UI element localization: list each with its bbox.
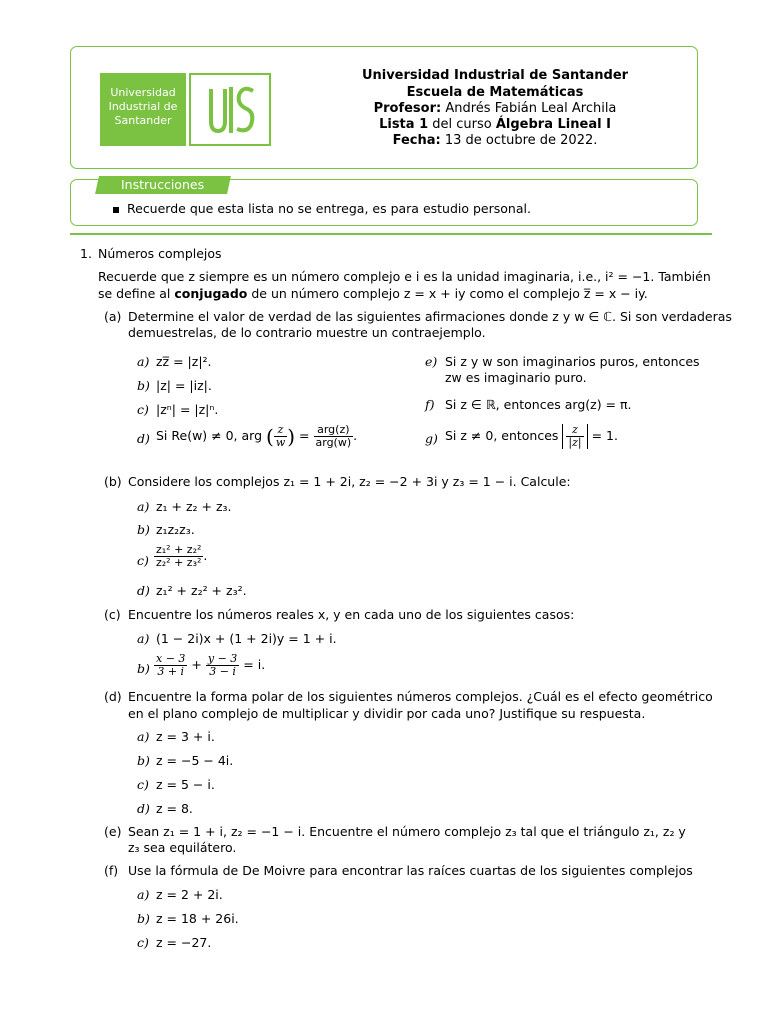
denominator: 3 + i <box>157 665 185 678</box>
course-name: Álgebra Lineal I <box>495 117 611 132</box>
fraction <box>314 424 354 449</box>
intro-text: se define al <box>98 286 171 301</box>
equals: = <box>299 428 310 443</box>
date-line <box>330 132 660 149</box>
item-text: z = 18 + 26i. <box>156 911 239 926</box>
formula-text: = 1. <box>591 428 618 443</box>
part-label: (f) <box>104 863 119 878</box>
item-label: a) <box>137 729 150 744</box>
instruction-text: Recuerde que esta lista no se entrega, es para estudio personal. <box>127 201 531 216</box>
item-formula <box>445 424 618 449</box>
school-name: Escuela de Matemáticas <box>406 85 584 100</box>
denominator: arg(w) <box>315 436 352 449</box>
part-label: (e) <box>104 824 122 839</box>
list-label: Lista 1 <box>379 117 429 132</box>
professor-line <box>330 100 660 117</box>
period: . <box>203 548 208 563</box>
formula-text: = i. <box>243 657 266 672</box>
item-label: b) <box>137 522 150 537</box>
period: . <box>353 428 358 443</box>
formula-text: Si z ≠ 0, entonces <box>445 428 559 443</box>
logo-line: Universidad <box>110 86 176 99</box>
formula-text: Si Re(w) ≠ 0, arg <box>156 428 263 443</box>
uis-logo-mark <box>189 73 271 146</box>
item-label: a) <box>137 887 150 902</box>
date-value: 13 de octubre de 2022. <box>444 133 598 148</box>
part-text: demuestrelas, de lo contrario muestre un contraejemplo. <box>128 325 486 340</box>
item-text: |z| = |iz|. <box>156 378 212 393</box>
part-text: Determine el valor de verdad de las siguientes afirmaciones donde z y w ∈ ℂ. Si son verdaderas <box>128 309 732 324</box>
fraction <box>566 424 583 449</box>
item-label: d) <box>137 801 150 816</box>
item-label: a) <box>137 631 150 646</box>
item-text: z = −27. <box>156 935 212 950</box>
item-text: z₁² + z₂² + z₃². <box>156 583 247 598</box>
item-label: c) <box>137 777 149 792</box>
item-label: g) <box>425 431 438 446</box>
denominator: z₂² + z₃² <box>156 556 202 569</box>
divider <box>70 233 712 235</box>
item-text: z = 3 + i. <box>156 729 215 744</box>
item-label: b) <box>137 753 150 768</box>
part-text: z₃ sea equilátero. <box>128 840 237 855</box>
denominator: w <box>275 436 286 449</box>
paren-right: ) <box>287 424 296 449</box>
part-text: Considere los complejos z₁ = 1 + 2i, z₂ = −2 + 3i y z₃ = 1 − i. Calcule: <box>128 474 571 489</box>
denominator: 3 − i <box>209 665 236 678</box>
item-label: d) <box>137 431 150 446</box>
numerator: y − 3 <box>207 652 238 665</box>
section-number: 1. <box>80 246 92 261</box>
instruction-item <box>113 201 531 217</box>
numerator: x − 3 <box>156 652 186 665</box>
item-label: b) <box>137 378 150 393</box>
item-text: Si z y w son imaginarios puros, entonces <box>445 354 700 369</box>
paren-left: ( <box>266 424 274 449</box>
bullet-icon <box>113 207 119 213</box>
logo-line: Santander <box>114 114 172 127</box>
item-text: zz̅ = |z|². <box>156 354 212 369</box>
fraction <box>154 653 187 678</box>
item-label: c) <box>137 553 149 568</box>
intro-text: de un número complejo z = x + iy como el complejo z̅ = x − iy. <box>251 286 648 301</box>
abs-value <box>562 424 587 449</box>
intro-bold: conjugado <box>174 286 248 301</box>
numerator: z <box>274 424 287 437</box>
part-text: Encuentre la forma polar de los siguientes números complejos. ¿Cuál es el efecto geométrico <box>128 689 713 704</box>
numerator: arg(z) <box>314 424 354 437</box>
part-label: (a) <box>104 309 122 324</box>
item-label: f) <box>425 397 435 412</box>
instructions-title: Instrucciones <box>121 177 205 192</box>
item-label: b) <box>137 911 150 926</box>
item-formula <box>154 544 207 569</box>
denominator: |z| <box>568 436 582 449</box>
plus: + <box>191 657 202 672</box>
item-label: a) <box>137 354 150 369</box>
part-text: en el plano complejo de multiplicar y dividir por cada uno? Justifique su respuesta. <box>128 706 646 721</box>
item-text: z = −5 − 4i. <box>156 753 234 768</box>
section-title: Números complejos <box>98 246 222 261</box>
fraction <box>206 653 239 678</box>
numerator: z <box>566 424 583 437</box>
intro-line: Recuerde que z siempre es un número complejo e i es la unidad imaginaria, i.e., i² = −1. También <box>98 269 711 284</box>
part-label: (c) <box>104 607 121 622</box>
item-label: c) <box>137 935 149 950</box>
professor-label: Profesor: <box>373 101 442 116</box>
part-text: Use la fórmula de De Moivre para encontrar las raíces cuartas de los siguientes complejos <box>128 863 693 878</box>
item-text: |zⁿ| = |z|ⁿ. <box>156 402 219 417</box>
item-label: e) <box>425 354 438 369</box>
numerator: z₁² + z₂² <box>156 543 202 556</box>
logo-line: Industrial de <box>108 100 178 113</box>
item-label: c) <box>137 402 149 417</box>
uis-emblem-icon <box>191 75 269 144</box>
item-text: (1 − 2i)x + (1 + 2i)y = 1 + i. <box>156 631 337 646</box>
instructions-tab <box>95 176 231 194</box>
fraction <box>274 424 287 449</box>
item-text: z = 2 + 2i. <box>156 887 223 902</box>
date-label: Fecha: <box>392 133 441 148</box>
item-text: z = 8. <box>156 801 193 816</box>
item-text: z₁ + z₂ + z₃. <box>156 499 232 514</box>
university-logo <box>100 73 186 146</box>
part-label: (b) <box>104 474 122 489</box>
item-formula <box>154 653 265 678</box>
part-text: Sean z₁ = 1 + i, z₂ = −1 − i. Encuentre el número complejo z₃ tal que el triángulo z₁, z₂ y <box>128 824 686 839</box>
part-text: Encuentre los números reales x, y en cada uno de los siguientes casos: <box>128 607 575 622</box>
item-text: z₁z₂z₃. <box>156 522 195 537</box>
item-label: a) <box>137 499 150 514</box>
item-text: zw es imaginario puro. <box>445 370 587 385</box>
item-formula <box>156 424 357 449</box>
list-mid: del curso <box>432 117 492 132</box>
list-line <box>330 116 660 133</box>
item-label: b) <box>137 661 150 676</box>
item-label: d) <box>137 583 150 598</box>
item-text: Si z ∈ ℝ, entonces arg(z) = π. <box>445 397 632 412</box>
intro-line <box>98 286 648 302</box>
item-text: z = 5 − i. <box>156 777 215 792</box>
professor-name: Andrés Fabián Leal Archila <box>445 101 617 116</box>
fraction <box>154 544 203 569</box>
part-label: (d) <box>104 689 122 704</box>
university-name: Universidad Industrial de Santander <box>361 68 629 83</box>
